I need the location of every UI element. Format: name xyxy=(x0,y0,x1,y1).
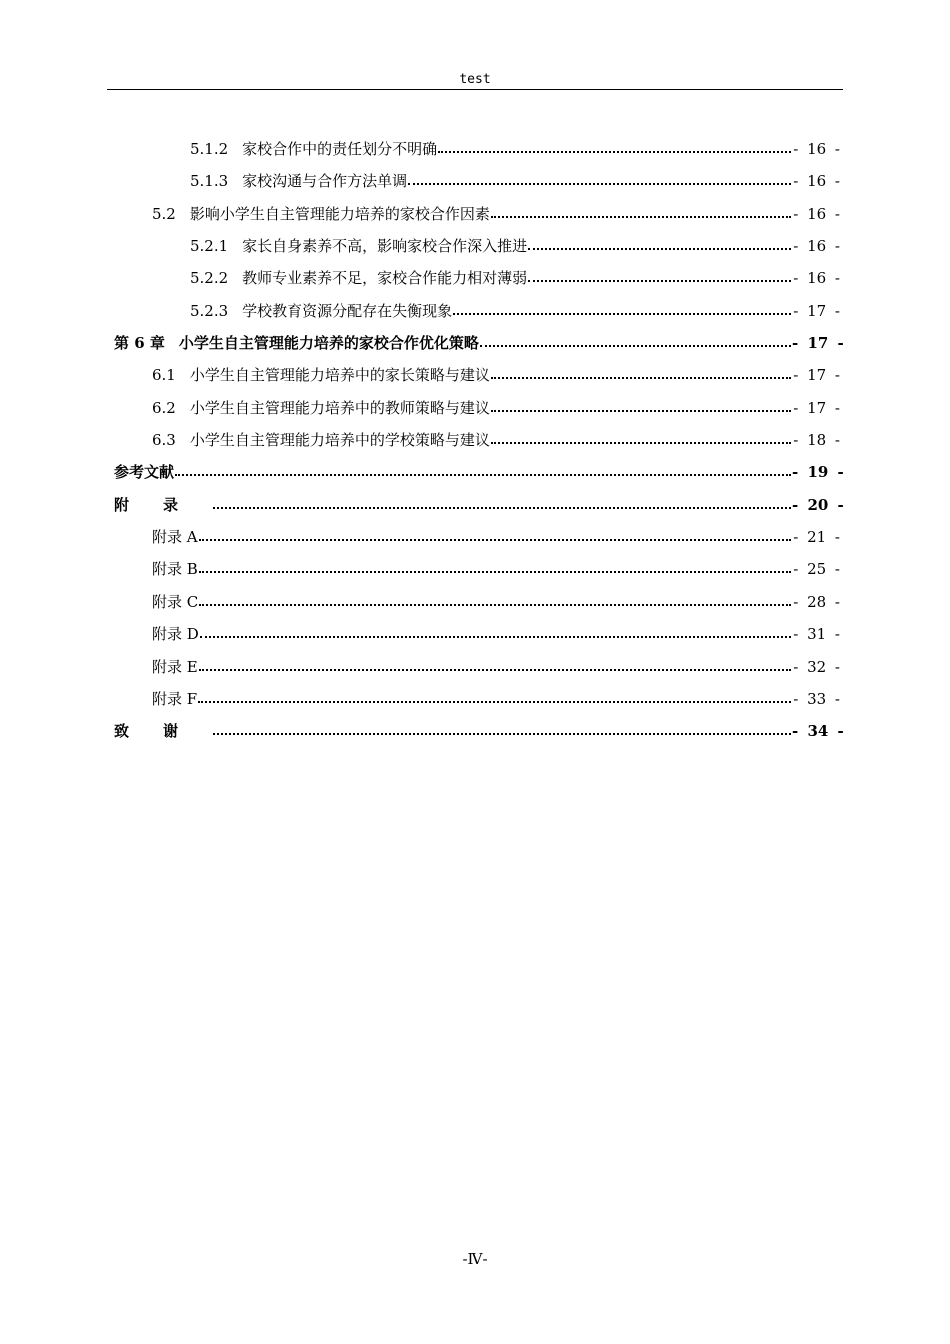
toc-entry-title xyxy=(152,521,198,553)
toc-entry-page: - 21 - xyxy=(793,528,840,547)
toc-entry-number: 6.2 xyxy=(152,398,176,417)
toc-dot-leader xyxy=(198,690,791,704)
toc-entry-number: 6.3 xyxy=(152,431,176,450)
toc-entry-text: 附录 xyxy=(114,495,213,514)
toc-dot-leader xyxy=(213,496,791,510)
toc-entry-number: 5.1.2 xyxy=(190,140,229,158)
toc-entry-page: - 16 - xyxy=(793,204,840,223)
toc-entry[interactable] xyxy=(114,262,840,294)
toc-entry-page: - 19 - xyxy=(792,463,844,482)
toc-entry[interactable] xyxy=(114,230,840,262)
toc-entry-title xyxy=(152,683,197,715)
toc-entry-title xyxy=(114,327,479,359)
toc-dot-leader xyxy=(480,334,791,348)
toc-entry-page: - 16 - xyxy=(793,172,840,191)
toc-entry-page: - 17 - xyxy=(792,334,844,353)
toc-entry-page: - 33 - xyxy=(793,689,840,708)
toc-entry-text: 小学生自主管理能力培养的家校合作优化策略 xyxy=(178,334,479,353)
toc-entry[interactable] xyxy=(114,715,844,747)
toc-entry-title xyxy=(152,424,490,456)
header-text: test xyxy=(459,72,491,87)
toc-dot-leader xyxy=(199,560,791,574)
toc-entry[interactable] xyxy=(114,327,844,359)
toc-entry[interactable] xyxy=(114,553,840,585)
toc-dot-leader xyxy=(528,269,791,283)
toc-entry-number: 5.2.1 xyxy=(190,237,229,256)
toc-entry-number: 5.2.2 xyxy=(190,269,229,288)
toc-entry[interactable] xyxy=(114,521,840,553)
toc-entry-page: - 16 - xyxy=(793,140,840,158)
toc-dot-leader xyxy=(199,528,791,542)
page-number: -Ⅳ- xyxy=(462,1250,488,1268)
toc-entry-title xyxy=(114,715,212,747)
toc-entry-page: - 18 - xyxy=(793,431,840,450)
toc-entry[interactable] xyxy=(114,424,840,456)
toc-entry-number: 5.1.3 xyxy=(190,172,229,191)
toc-entry[interactable] xyxy=(114,456,844,488)
toc-entry[interactable] xyxy=(114,683,840,715)
toc-entry[interactable] xyxy=(114,586,840,618)
toc-entry-title xyxy=(190,230,527,262)
toc-dot-leader xyxy=(199,593,791,607)
toc-entry-text: 小学生自主管理能力培养中的学校策略与建议 xyxy=(189,431,490,450)
toc-dot-leader xyxy=(491,431,791,445)
toc-entry-number: 第 6 章 xyxy=(114,334,165,353)
toc-entry[interactable] xyxy=(114,359,840,391)
toc-entry-page: - 16 - xyxy=(793,237,840,256)
toc-entry-text: 家校沟通与合作方法单调 xyxy=(242,172,408,191)
toc-entry-title xyxy=(152,198,490,230)
toc-entry-title xyxy=(190,295,452,327)
toc-dot-leader xyxy=(453,302,791,316)
toc-dot-leader xyxy=(213,722,791,736)
toc-dot-leader xyxy=(438,140,791,154)
toc-entry-page: - 25 - xyxy=(793,560,840,579)
toc-entry-title xyxy=(152,553,198,585)
toc-entry-title xyxy=(152,651,198,683)
toc-entry-page: - 17 - xyxy=(793,301,840,320)
toc-entry-title xyxy=(152,359,490,391)
toc-entry-page: - 34 - xyxy=(792,722,844,741)
toc-entry-number: 6.1 xyxy=(152,366,176,385)
toc-entry-text: 家校合作中的责任划分不明确 xyxy=(242,140,438,158)
toc-entry-number: 5.2 xyxy=(152,204,176,223)
toc-entry-text: 附录 C xyxy=(152,592,199,611)
toc-dot-leader xyxy=(491,399,791,413)
toc-entry[interactable] xyxy=(114,392,840,424)
toc-entry-number: 5.2.3 xyxy=(190,301,229,320)
toc-dot-leader xyxy=(528,237,791,251)
toc-entry-page: - 31 - xyxy=(793,625,840,644)
toc-entry-title xyxy=(190,165,407,197)
table-of-contents xyxy=(114,133,844,748)
toc-entry-page: - 28 - xyxy=(793,592,840,611)
toc-entry-title xyxy=(152,586,198,618)
toc-entry-title xyxy=(190,262,527,294)
toc-entry-text: 附录 B xyxy=(152,560,198,579)
toc-entry-page: - 16 - xyxy=(793,269,840,288)
toc-entry[interactable] xyxy=(114,651,840,683)
toc-entry[interactable] xyxy=(114,489,844,521)
toc-entry-text: 小学生自主管理能力培养中的教师策略与建议 xyxy=(189,398,490,417)
toc-entry-text: 附录 D xyxy=(152,625,199,644)
toc-dot-leader xyxy=(200,625,791,639)
toc-entry-title xyxy=(114,456,174,488)
toc-dot-leader xyxy=(199,658,791,672)
toc-dot-leader xyxy=(491,366,791,380)
toc-dot-leader xyxy=(175,463,791,477)
toc-entry-title xyxy=(190,133,437,165)
toc-entry-page: - 20 - xyxy=(792,495,844,514)
toc-entry-title xyxy=(114,489,212,521)
page-header xyxy=(107,70,843,90)
toc-entry-text: 致谢 xyxy=(114,722,213,741)
toc-entry[interactable] xyxy=(114,165,840,197)
toc-entry[interactable] xyxy=(114,618,840,650)
toc-entry-page: - 32 - xyxy=(793,657,840,676)
toc-entry-title xyxy=(152,618,199,650)
toc-entry-text: 影响小学生自主管理能力培养的家校合作因素 xyxy=(189,204,490,223)
toc-entry[interactable] xyxy=(114,295,840,327)
toc-entry-text: 小学生自主管理能力培养中的家长策略与建议 xyxy=(189,366,490,385)
toc-entry[interactable] xyxy=(114,133,840,165)
toc-entry-title xyxy=(152,392,490,424)
toc-entry[interactable] xyxy=(114,198,840,230)
page-footer xyxy=(0,1250,950,1268)
toc-entry-page: - 17 - xyxy=(793,366,840,385)
toc-dot-leader xyxy=(408,172,791,186)
toc-entry-text: 家长自身素养不高，影响家校合作深入推进 xyxy=(242,237,528,256)
toc-entry-text: 教师专业素养不足，家校合作能力相对薄弱 xyxy=(242,269,528,288)
toc-entry-text: 附录 E xyxy=(152,657,198,676)
toc-entry-text: 参考文献 xyxy=(114,463,175,482)
toc-dot-leader xyxy=(491,205,791,219)
toc-entry-text: 学校教育资源分配存在失衡现象 xyxy=(242,301,453,320)
toc-entry-text: 附录 F xyxy=(152,689,198,708)
toc-entry-text: 附录 A xyxy=(152,528,198,547)
toc-entry-page: - 17 - xyxy=(793,398,840,417)
